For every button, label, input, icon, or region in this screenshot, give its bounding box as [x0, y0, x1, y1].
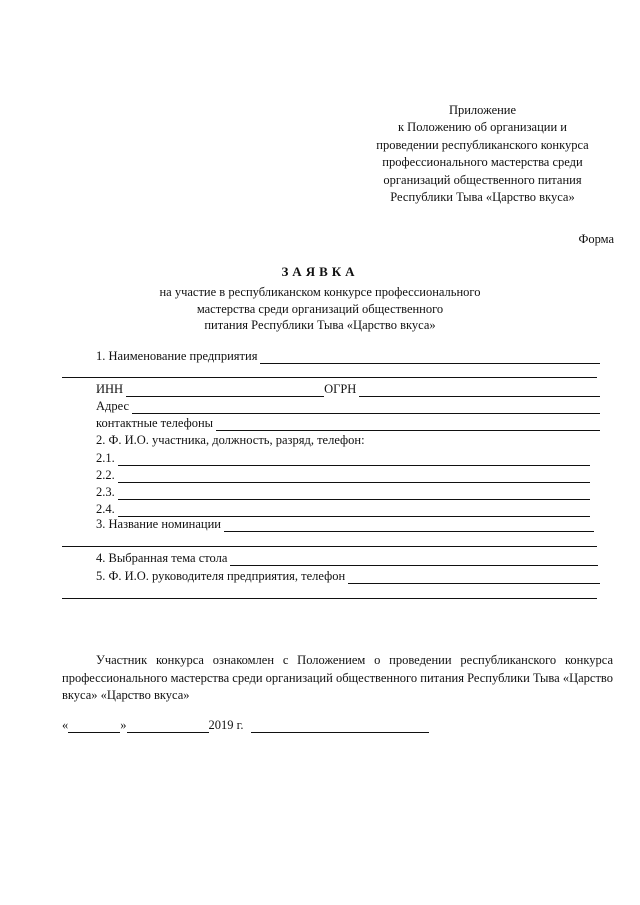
appendix-line: проведении республиканского конкурса [376, 137, 589, 152]
participant-header-row [96, 432, 600, 448]
nomination-row [96, 516, 594, 532]
inn-field[interactable] [126, 384, 324, 397]
signature-field[interactable] [251, 720, 429, 733]
date-year: 2019 г. [208, 718, 244, 732]
participant-number: 2.1. [96, 451, 115, 465]
participant-field[interactable] [118, 470, 590, 483]
ogrn-label: ОГРН [324, 382, 357, 396]
date-row [62, 718, 429, 733]
head-name-row [96, 568, 600, 584]
date-open-quote: « [62, 718, 69, 732]
appendix-line: Республики Тыва «Царство вкуса» [390, 190, 575, 205]
appendix-line: профессионального мастерства среди [382, 155, 583, 170]
address-field[interactable] [132, 401, 600, 414]
subtitle-line: мастерства среди организаций общественного [196, 301, 444, 316]
inn-label: ИНН [96, 382, 124, 396]
enterprise-name-row [96, 348, 600, 364]
participant-number: 2.2. [96, 468, 115, 482]
enterprise-name-field[interactable] [260, 351, 600, 364]
participant-number: 2.4. [96, 502, 115, 516]
head-name-field[interactable] [348, 571, 600, 584]
participant-number: 2.3. [96, 485, 115, 499]
participant-header-label: 2. Ф. И.О. участника, должность, разряд, телефон: [96, 433, 365, 447]
nomination-field[interactable] [224, 519, 594, 532]
participant-row [96, 467, 590, 483]
participant-row [96, 450, 590, 466]
ogrn-field[interactable] [359, 384, 600, 397]
appendix-block [350, 102, 615, 206]
participant-field[interactable] [118, 487, 590, 500]
date-month-field[interactable] [127, 720, 209, 733]
form-label: Форма [578, 232, 614, 246]
page-subtitle [120, 284, 520, 334]
table-theme-field[interactable] [230, 553, 598, 566]
nomination-label: 3. Название номинации [96, 517, 221, 531]
inn-ogrn-row [96, 381, 600, 397]
table-theme-row [96, 550, 598, 566]
date-day-field[interactable] [68, 720, 120, 733]
nomination-continuation-line[interactable] [62, 546, 597, 547]
participant-row [96, 501, 590, 517]
enterprise-name-continuation-line[interactable] [62, 377, 597, 378]
date-close-quote: » [120, 718, 127, 732]
enterprise-name-label: 1. Наименование предприятия [96, 349, 258, 363]
phones-label: контактные телефоны [96, 416, 214, 430]
phones-row [96, 415, 600, 431]
appendix-line: Приложение [448, 103, 517, 117]
phones-field[interactable] [216, 418, 600, 431]
head-name-label: 5. Ф. И.О. руководителя предприятия, телефон [96, 569, 346, 583]
appendix-line: организаций общественного питания [383, 172, 582, 187]
table-theme-label: 4. Выбранная тема стола [96, 551, 228, 565]
participant-row [96, 484, 590, 500]
subtitle-line: питания Республики Тыва «Царство вкуса» [204, 318, 436, 332]
acknowledgement-text: Участник конкурса ознакомлен с Положением о проведении республиканского конкурса профессионального мастерства среди организаций общественного питания Республики Тыва «Царство вкуса» «Царство вкуса» [62, 653, 613, 702]
address-row [96, 398, 600, 414]
address-label: Адрес [96, 399, 130, 413]
appendix-line: к Положению об организации и [397, 120, 567, 135]
head-name-continuation-line[interactable] [62, 598, 597, 599]
subtitle-line: на участие в республиканском конкурсе профессионального [159, 285, 481, 299]
page-title: ЗАЯВКА [281, 264, 359, 279]
participant-field[interactable] [118, 453, 590, 466]
